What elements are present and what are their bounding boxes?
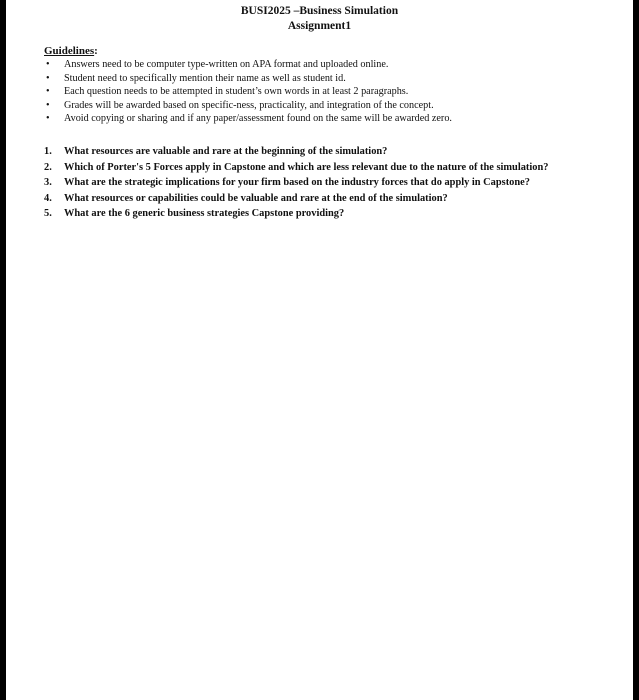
question-text: What resources are valuable and rare at the beginning of the simulation? bbox=[64, 146, 388, 157]
question-text: Which of Porter's 5 Forces apply in Capstone and which are less relevant due to the nature of the simulation? bbox=[64, 161, 549, 173]
question-text: What are the strategic implications for your firm based on the industry forces that do apply in Capstone? bbox=[64, 177, 530, 188]
bullet-icon: • bbox=[46, 86, 50, 98]
question-number: 4. bbox=[44, 192, 52, 204]
document-page bbox=[6, 0, 633, 700]
question-item bbox=[44, 191, 584, 207]
question-item bbox=[44, 160, 584, 176]
question-item bbox=[44, 206, 584, 222]
guideline-text: Student need to specifically mention their name as well as student id. bbox=[64, 72, 346, 84]
question-item bbox=[44, 175, 584, 191]
document-header bbox=[6, 4, 633, 34]
guideline-text: Grades will be awarded based on specific-ness, practicality, and integration of the concept. bbox=[64, 99, 434, 111]
bullet-icon: • bbox=[46, 113, 50, 125]
question-number: 2. bbox=[44, 161, 52, 173]
guideline-item bbox=[44, 85, 604, 99]
bullet-icon: • bbox=[46, 72, 50, 84]
question-number: 5. bbox=[44, 208, 52, 219]
guideline-item bbox=[44, 58, 604, 72]
guideline-text: Each question needs to be attempted in student’s own words in at least 2 paragraphs. bbox=[64, 86, 409, 98]
question-item bbox=[44, 144, 584, 160]
guidelines-heading bbox=[44, 44, 98, 58]
question-text: What resources or capabilities could be valuable and rare at the end of the simulation? bbox=[64, 192, 448, 204]
question-number: 1. bbox=[44, 146, 52, 157]
guideline-item bbox=[44, 112, 604, 126]
guideline-item bbox=[44, 99, 604, 113]
guideline-text: Avoid copying or sharing and if any paper/assessment found on the same will be awarded zero. bbox=[64, 113, 452, 125]
guidelines-heading-colon: : bbox=[94, 45, 98, 57]
guideline-text: Answers need to be computer type-written on APA format and uploaded online. bbox=[64, 59, 389, 70]
guidelines-heading-text: Guidelines bbox=[44, 45, 95, 57]
guideline-item bbox=[44, 72, 604, 86]
document-title: BUSI2025 –Business Simulation bbox=[240, 5, 399, 17]
guidelines-list bbox=[44, 58, 604, 126]
questions-list bbox=[44, 144, 584, 222]
bullet-icon: • bbox=[46, 99, 50, 111]
document-subtitle: Assignment1 bbox=[287, 20, 352, 32]
bullet-icon: • bbox=[46, 59, 50, 70]
question-text: What are the 6 generic business strategies Capstone providing? bbox=[64, 208, 345, 219]
question-number: 3. bbox=[44, 177, 52, 188]
